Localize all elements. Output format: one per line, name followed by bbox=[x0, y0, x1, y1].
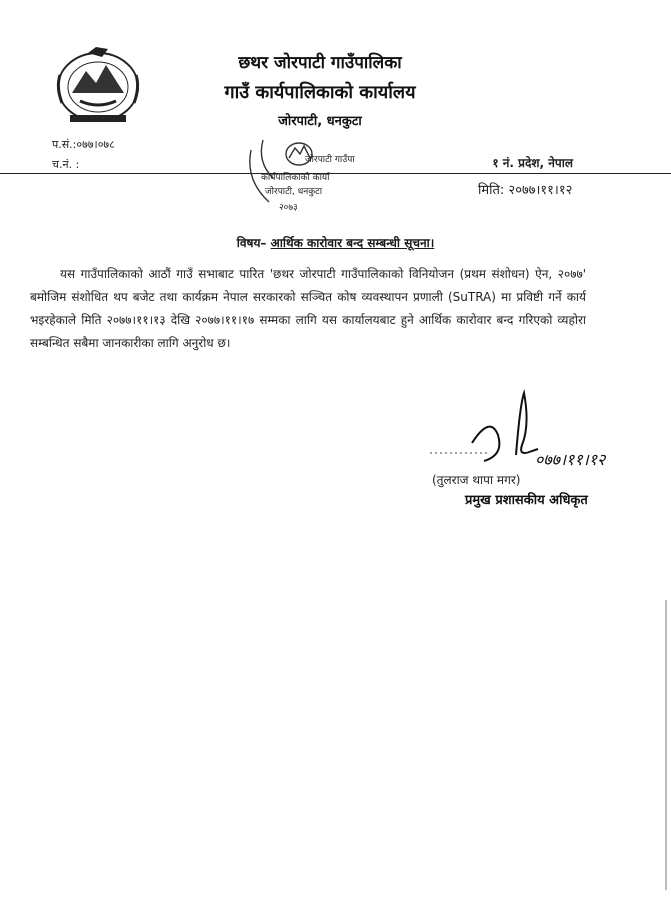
signatory-name: (तुलराज थापा मगर) bbox=[432, 473, 521, 487]
notice-body: यस गाउँपालिकाको आठौं गाउँ सभाबाट पारित 'छथर जोरपाटी गाउँपालिकाको विनियोजन (प्रथम संशोधन) ऐन, २०७७' बमोजिम संशोधित थप बजेट तथा कार्यक्रम नेपाल सरकारको सञ्चित कोष व्यवस्थापन प्रणाली (SuTRA) मा प्रविष्टी गर्ने कार्य भइरहेकाले मिति २०७७।११।१३ देखि २०७७।११।१७ सम्मका लागि यस कार्यालयबाट हुने आर्थिक कारोवार बन्द गरिएको व्यहोरा सम्बन्धित सबैमा जानकारीका लागि अनुरोध छ। bbox=[30, 267, 586, 350]
subject-text: आर्थिक कारोवार बन्द सम्बन्धी सूचना। bbox=[270, 236, 435, 250]
signatory-title: प्रमुख प्रशासकीय अधिकृत bbox=[465, 493, 588, 508]
nepal-emblem-icon bbox=[50, 45, 146, 125]
seal-year: २०७३ bbox=[279, 203, 298, 213]
seal-text-2: कार्यपालिकाको कार्या bbox=[261, 173, 330, 183]
seal-text-1: जोरपाटी गाउँपा bbox=[305, 155, 355, 165]
office-location: जोरपाटी, धनकुटा bbox=[278, 114, 362, 129]
handwritten-date: ०७७।११।१२ bbox=[535, 450, 606, 469]
notice-subject bbox=[0, 234, 671, 251]
office-name: गाउँ कार्यपालिकाको कार्यालय bbox=[224, 82, 416, 103]
notice-date: मिति: २०७७।११।१२ bbox=[478, 183, 573, 198]
reference-number: प.सं.:०७७।०७८ bbox=[52, 138, 115, 151]
office-seal-stamp bbox=[243, 132, 363, 227]
province-address: १ नं. प्रदेश, नेपाल bbox=[492, 156, 573, 170]
dispatch-number: च.नं. : bbox=[52, 158, 80, 171]
seal-text-3: जोरपाटी, धनकुटा bbox=[265, 187, 323, 197]
org-name: छथर जोरपाटी गाउँपालिका bbox=[238, 53, 402, 73]
scan-edge-shadow bbox=[665, 600, 667, 890]
subject-prefix: विषय– bbox=[236, 236, 267, 250]
